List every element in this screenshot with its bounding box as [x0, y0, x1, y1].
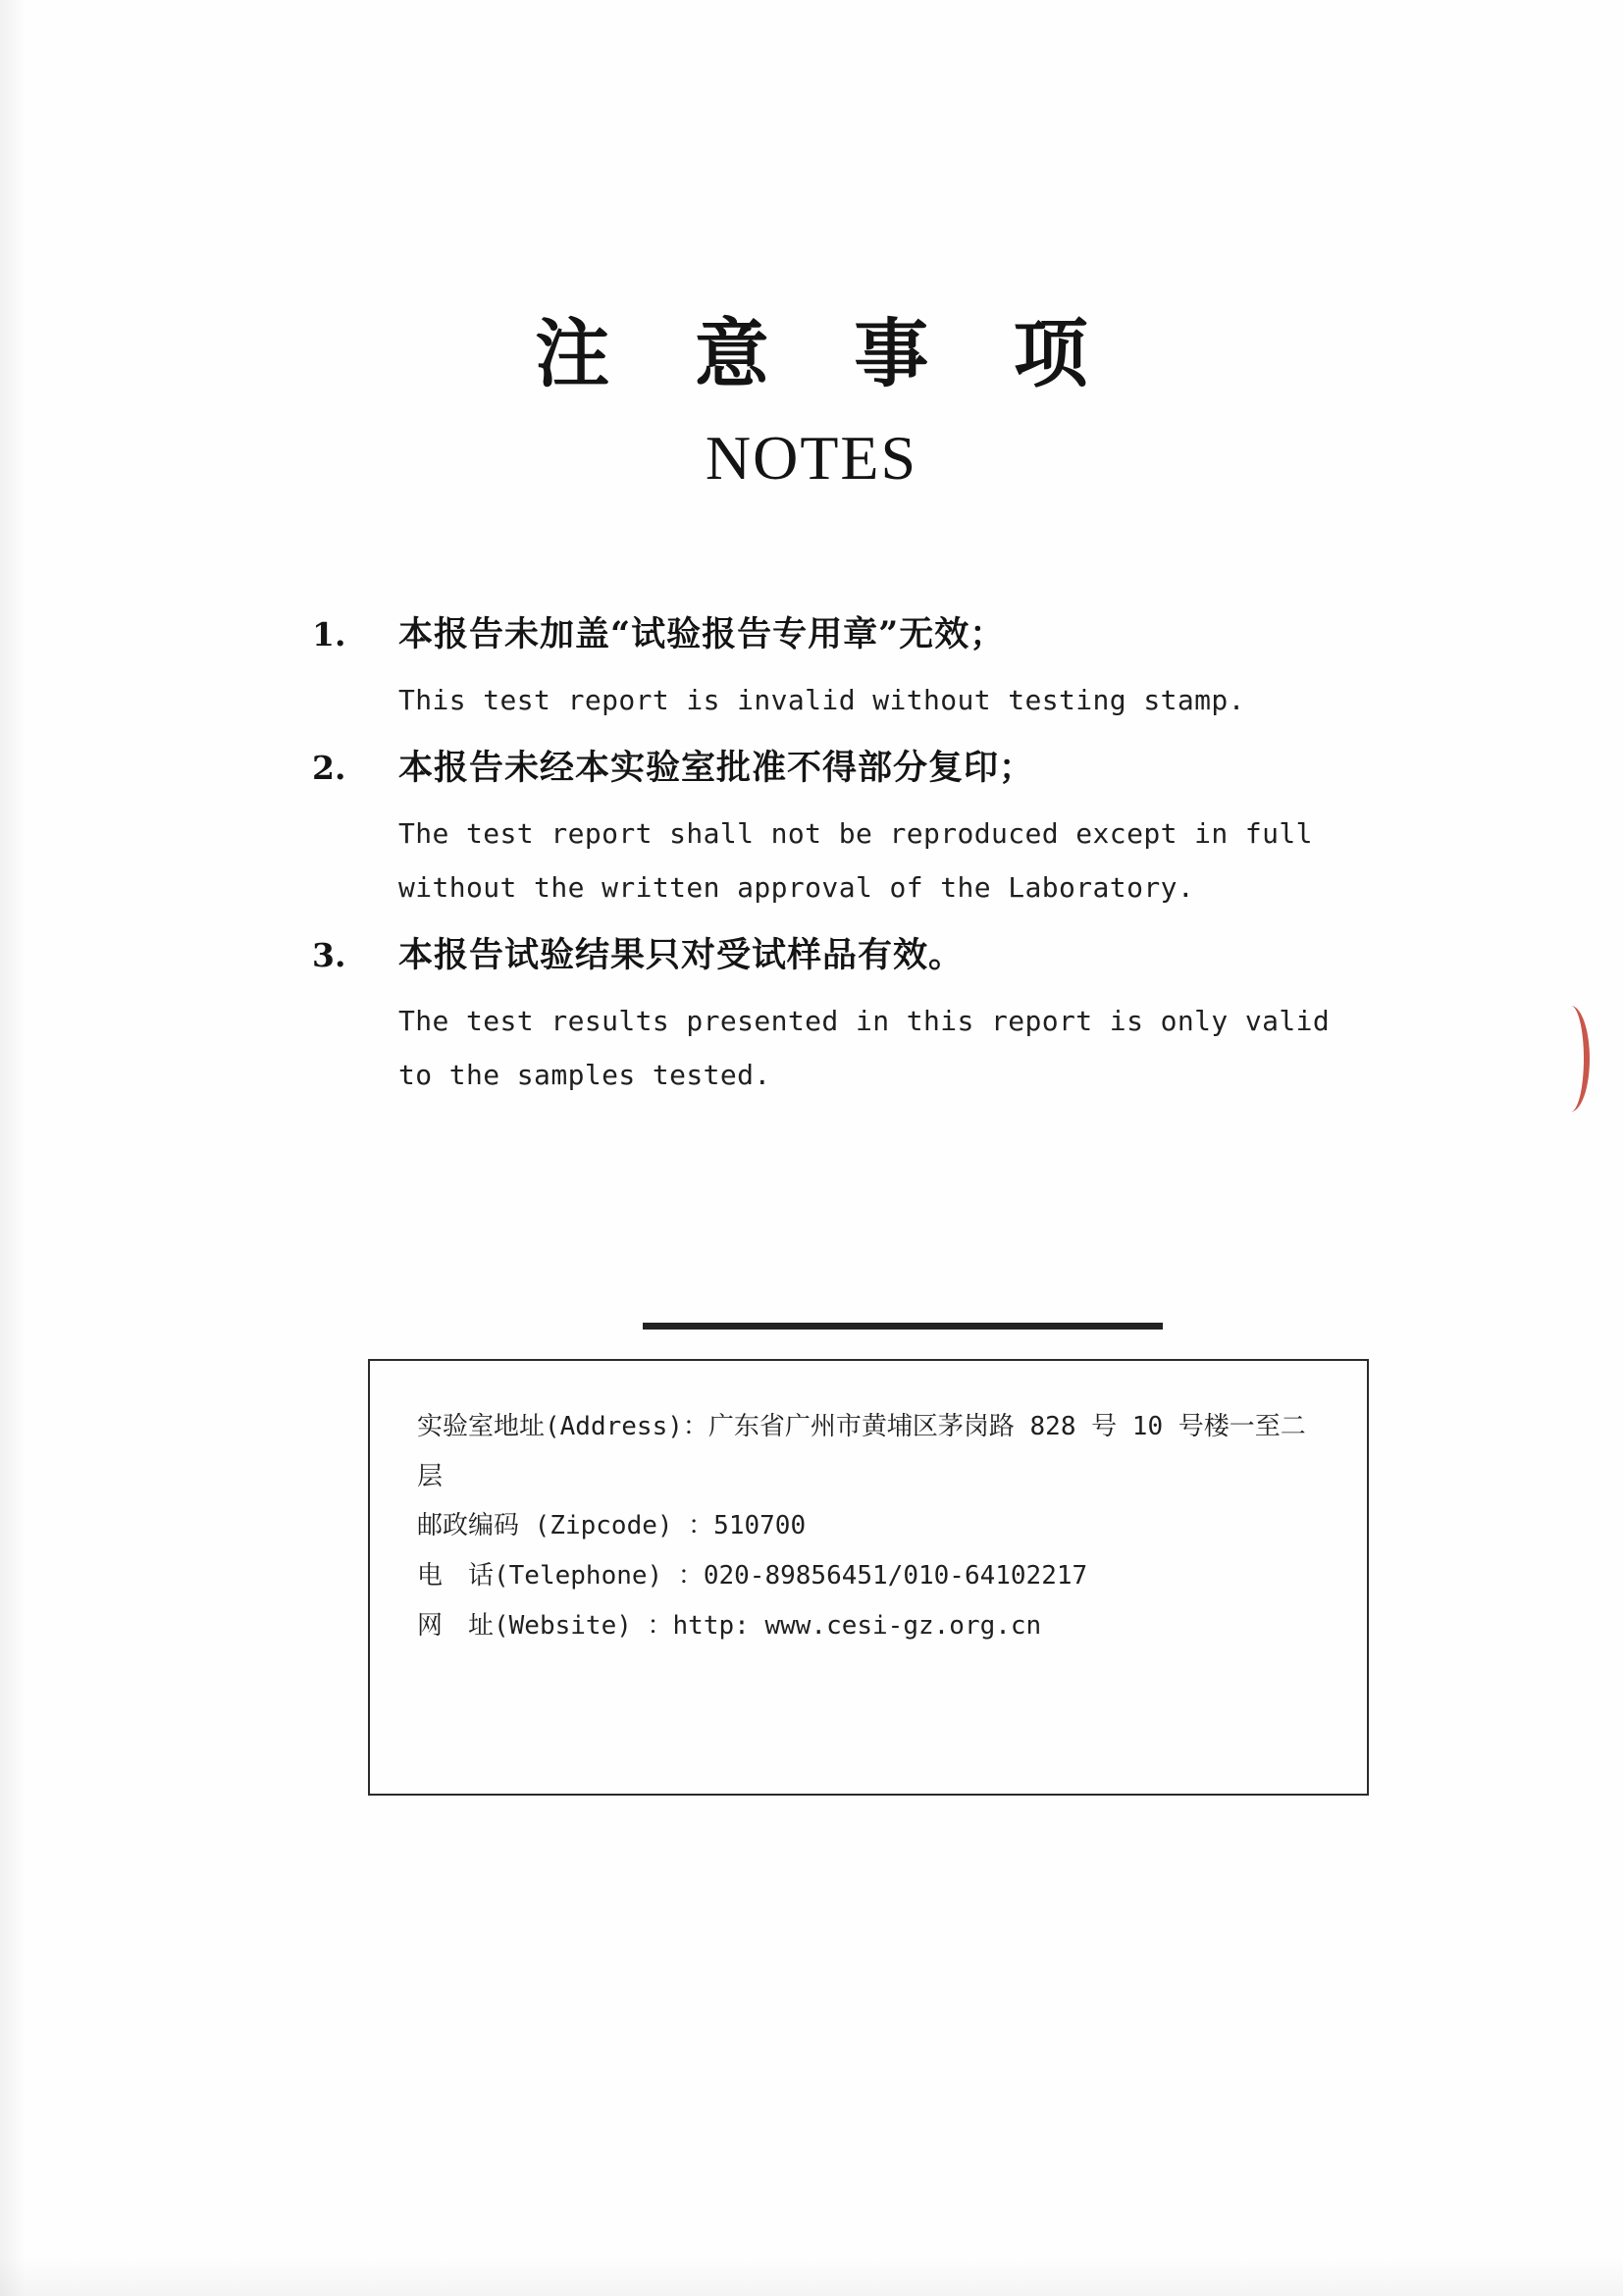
note-item: [312, 747, 1401, 914]
note-text-english: [398, 674, 1401, 728]
laboratory-zipcode: 邮政编码 (Zipcode) ：510700: [417, 1511, 807, 1541]
laboratory-address: 实验室地址(Address)：广东省广州市黄埔区茅岗路 828 号 10 号楼一至二层: [417, 1412, 1306, 1491]
laboratory-telephone: 电 话(Telephone) ：020-89856451/010-64102217: [417, 1561, 1088, 1592]
note-heading: [312, 613, 1401, 656]
section-divider: [643, 1323, 1163, 1330]
laboratory-website: 网 址(Website) ：http: www.cesi-gz.org.cn: [417, 1610, 1042, 1641]
note-text-chinese: 本报告未加盖“试验报告专用章”无效；: [398, 614, 1006, 654]
note-english-line: without the written approval of the Laboratory.: [398, 870, 1195, 904]
note-item: [312, 613, 1401, 727]
note-text-english: [398, 995, 1401, 1102]
scan-edge-shadow-bottom: [0, 2257, 1623, 2296]
notes-list: [312, 613, 1401, 1122]
note-number: 2.: [312, 749, 346, 788]
note-number: 3.: [312, 936, 346, 975]
note-text-english: [398, 808, 1401, 914]
note-text-chinese: 本报告未经本实验室批准不得部分复印；: [398, 748, 1035, 789]
red-pen-mark: [1558, 1006, 1590, 1112]
note-text-chinese: 本报告试验结果只对受试样品有效。: [398, 935, 965, 976]
note-english-line: The test results presented in this report is only valid: [398, 1005, 1331, 1038]
note-english-line: to the samples tested.: [398, 1058, 771, 1091]
note-heading: [312, 747, 1401, 790]
page-title-chinese: 注 意 事 项: [535, 310, 1118, 397]
note-english-line: This test report is invalid without testing stamp.: [398, 683, 1245, 716]
note-english-line: The test report shall not be reproduced except in full: [398, 817, 1313, 851]
page-title-english: NOTES: [705, 423, 918, 493]
note-number: 1.: [312, 615, 346, 653]
note-heading: [312, 934, 1401, 977]
contact-info-box: [368, 1359, 1369, 1796]
note-item: [312, 934, 1401, 1102]
